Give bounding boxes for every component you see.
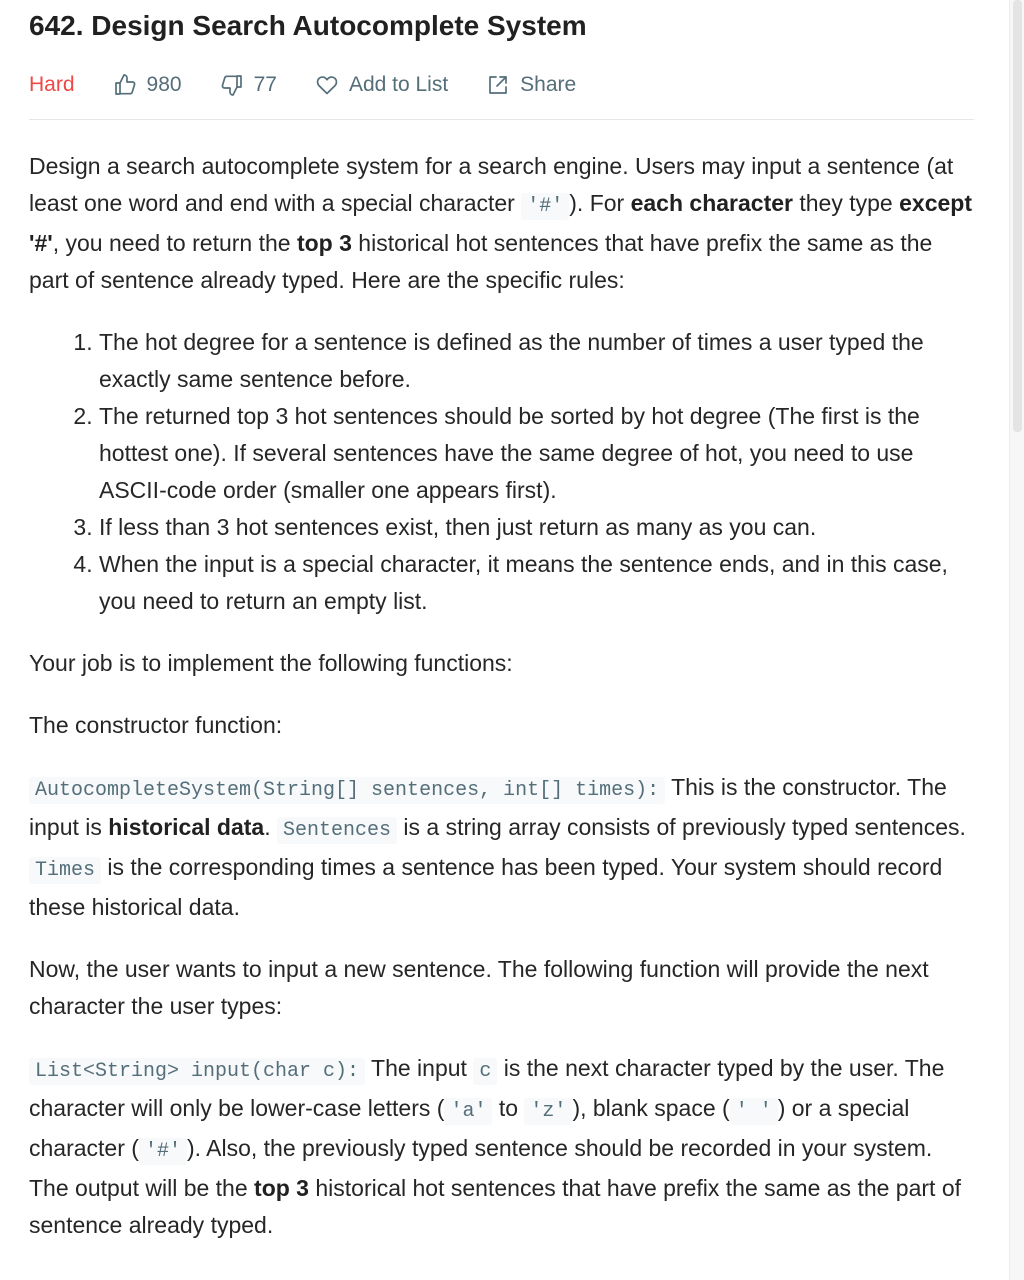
inline-code: Times	[29, 857, 101, 884]
scrollbar-thumb[interactable]	[1013, 0, 1022, 432]
input-function-paragraph: List<String> input(char c): The input c is the next character typed by the user. The character will only be lower-case letters ( 'a' to 'z' ), blank space ( ' ' ) or a special character ( '#' ). Also, the previously typed sentence should be recorded in your system. The output will be the top 3 historical hot sentences that have prefix the same as the part of sentence already typed.	[29, 1055, 962, 1238]
rule-item: 1. The hot degree for a sentence is defined as the number of times a user typed the exactly same sentence before.	[99, 324, 974, 398]
job-paragraph: Your job is to implement the following functions:	[29, 650, 513, 676]
inline-code: Sentences	[277, 817, 397, 844]
like-button[interactable]	[113, 73, 182, 97]
problem-meta-bar	[29, 71, 974, 99]
bold-text: each character	[630, 190, 793, 216]
difficulty-badge: Hard	[29, 73, 75, 96]
constructor-paragraph: AutocompleteSystem(String[] sentences, int[] times): This is the constructor. The input is historical data. Sentences is a string array consists of previously typed sentences. Times is the corresponding times a sentence has been typed. Your system should record these historical data.	[29, 774, 966, 920]
share-label: Share	[520, 73, 577, 96]
rules-list	[29, 324, 974, 620]
inline-code: List<String> input(char c):	[29, 1058, 365, 1085]
vertical-scrollbar[interactable]	[1009, 0, 1024, 1280]
constructor-heading: The constructor function:	[29, 712, 283, 738]
thumbs-down-icon	[220, 73, 244, 97]
problem-description	[29, 0, 974, 1269]
heart-icon	[315, 73, 339, 97]
inline-code: 'z'	[524, 1098, 572, 1125]
dislike-button[interactable]	[220, 73, 277, 97]
inline-code: AutocompleteSystem(String[] sentences, int[] times):	[29, 777, 665, 804]
add-to-list-label: Add to List	[348, 73, 449, 96]
bold-text: except '#'	[29, 190, 972, 256]
likes-count: 980	[146, 73, 182, 96]
bold-text: historical data	[108, 814, 265, 840]
bold-text: top 3	[254, 1175, 309, 1201]
divider	[29, 119, 974, 120]
share-button[interactable]	[486, 73, 576, 97]
now-paragraph: Now, the user wants to input a new sentence. The following function will provide the next character the user types:	[29, 956, 929, 1019]
intro-paragraph: Design a search autocomplete system for a search engine. Users may input a sentence (at least one word and end with a special character '#' ). For each character they type except '#', you need to return the top 3 historical hot sentences that have prefix the same as the part of sentence already typed. Here are the specific rules:	[29, 153, 972, 293]
inline-code: ' '	[730, 1098, 778, 1125]
add-to-list-button[interactable]	[315, 73, 448, 97]
problem-title: 642. Design Search Autocomplete System	[29, 10, 587, 41]
inline-code: 'a'	[444, 1098, 492, 1125]
rule-item: 2. The returned top 3 hot sentences should be sorted by hot degree (The first is the hottest one). If several sentences have the same degree of hot, you need to use ASCII-code order (smaller one appears first).	[99, 398, 974, 509]
rule-item: 4. When the input is a special character, it means the sentence ends, and in this case, you need to return an empty list.	[99, 546, 974, 620]
dislikes-count: 77	[253, 73, 277, 96]
thumbs-up-icon	[113, 73, 137, 97]
inline-code: '#'	[139, 1138, 187, 1165]
inline-code: c	[473, 1058, 497, 1085]
share-icon	[486, 73, 510, 97]
problem-content	[29, 148, 974, 1244]
rule-item: 3. If less than 3 hot sentences exist, then just return as many as you can.	[99, 509, 974, 546]
bold-text: top 3	[296, 230, 352, 256]
inline-code: '#'	[521, 193, 569, 220]
